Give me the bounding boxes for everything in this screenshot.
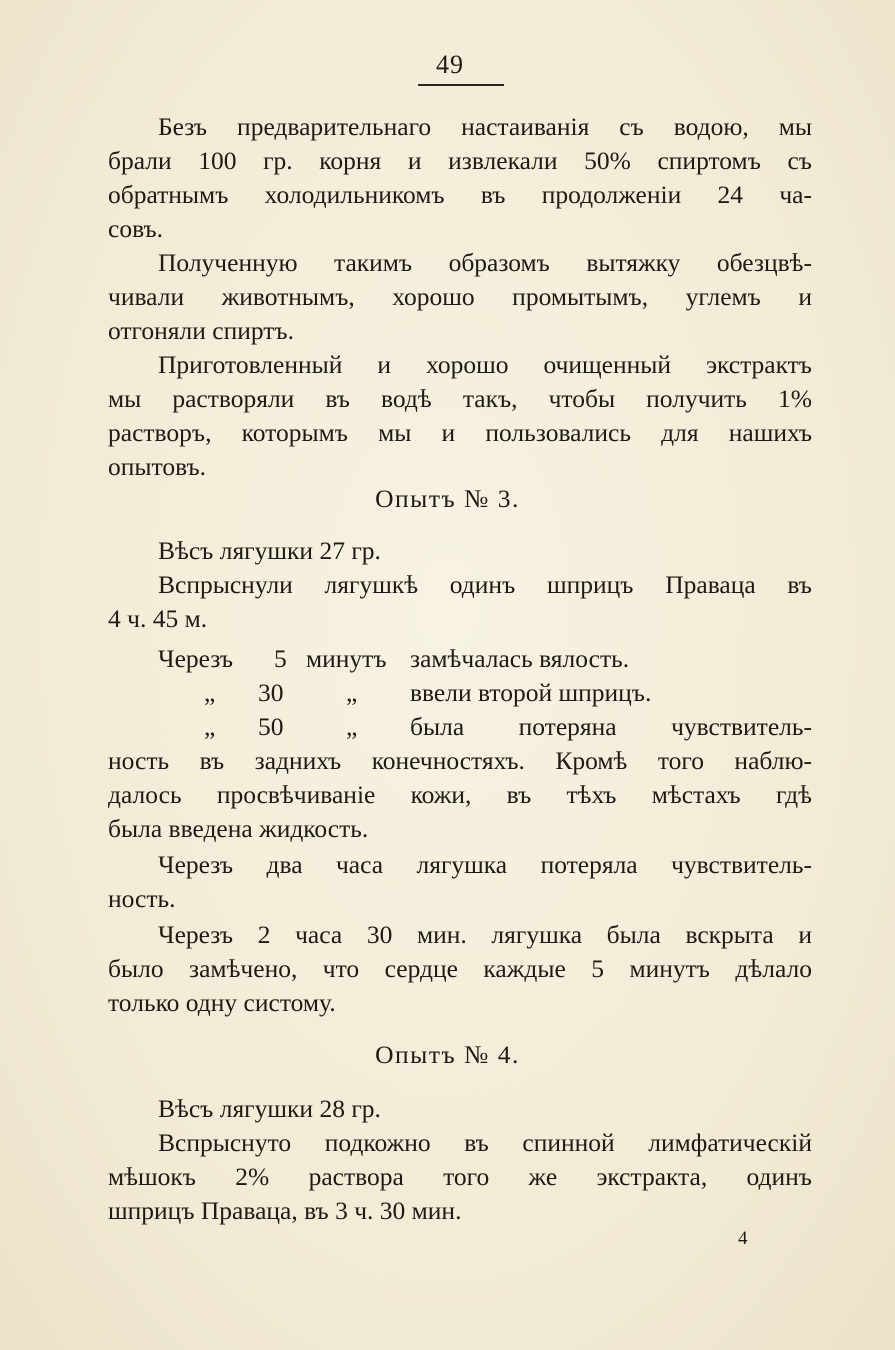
- text-line: опытовъ.: [108, 452, 207, 481]
- text-line: ность.: [108, 884, 176, 913]
- text-line: мы растворяли въ водѣ такъ, чтобы получить 1%: [108, 384, 812, 413]
- text-line: растворъ, которымъ мы и пользовались для нашихъ: [108, 418, 812, 447]
- text-line: было замѣчено, что сердце каждые 5 минутъ дѣлало: [108, 954, 812, 983]
- text-line: совъ.: [108, 214, 164, 243]
- observation-text: ввели второй шприцъ.: [410, 678, 652, 707]
- text-line: была введена жидкость.: [108, 814, 369, 843]
- text-line: Черезъ 2 часа 30 мин. лягушка была вскрыта и: [158, 920, 812, 949]
- ditto-mark: „: [346, 678, 358, 707]
- ditto-mark: „: [204, 678, 216, 707]
- experiment-3-injection-line: 4 ч. 45 м.: [108, 604, 208, 633]
- text-line: отгоняли спиртъ.: [108, 316, 294, 345]
- experiment-4-heading: Опытъ № 4.: [375, 1040, 520, 1069]
- observation-minutes: 50: [258, 712, 284, 741]
- ditto-mark: „: [346, 712, 358, 741]
- text-line: шприцъ Праваца, въ 3 ч. 30 мин.: [108, 1196, 462, 1225]
- text-line: Вспрыснуто подкожно въ спинной лимфатическій: [158, 1128, 812, 1157]
- text-line: мѣшокъ 2% раствора того же экстракта, одинъ: [108, 1162, 812, 1191]
- text-line: далось просвѣчиваніе кожи, въ тѣхъ мѣстахъ гдѣ: [108, 780, 812, 809]
- experiment-3-heading: Опытъ № 3.: [375, 484, 520, 513]
- page-number-rule: [418, 84, 504, 86]
- observation-text: была потеряна чувствитель-: [410, 712, 812, 741]
- page-number: 49: [436, 50, 464, 79]
- text-line: только одну систому.: [108, 988, 336, 1017]
- experiment-3-weight: Вѣсъ лягушки 27 гр.: [158, 536, 381, 565]
- text-line: Полученную такимъ образомъ вытяжку обезцвѣ-: [158, 248, 812, 277]
- observation-unit: минутъ: [306, 644, 387, 673]
- text-line: Черезъ два часа лягушка потеряла чувствитель-: [158, 850, 812, 879]
- experiment-3-injection-line: Вспрыснули лягушкѣ одинъ шприцъ Праваца въ: [158, 570, 812, 599]
- text-line: брали 100 гр. корня и извлекали 50% спиртомъ съ: [108, 146, 812, 175]
- text-line: ность въ заднихъ конечностяхъ. Кромѣ того наблю-: [108, 746, 812, 775]
- observation-minutes: 30: [258, 678, 284, 707]
- text-line: Приготовленный и хорошо очищенный экстрактъ: [158, 350, 812, 379]
- observation-prefix: Черезъ: [158, 644, 234, 673]
- ditto-mark: „: [204, 712, 216, 741]
- observation-text: замѣчалась вялость.: [410, 644, 630, 673]
- text-line: чивали животнымъ, хорошо промытымъ, углемъ и: [108, 282, 812, 311]
- text-line: Безъ предварительнаго настаиванія съ водою, мы: [158, 112, 812, 141]
- signature-mark: 4: [738, 1228, 748, 1249]
- observation-minutes: 5: [274, 644, 287, 673]
- text-line: обратнымъ холодильникомъ въ продолженіи 24 ча-: [108, 180, 812, 209]
- experiment-4-weight: Вѣсъ лягушки 28 гр.: [158, 1094, 381, 1123]
